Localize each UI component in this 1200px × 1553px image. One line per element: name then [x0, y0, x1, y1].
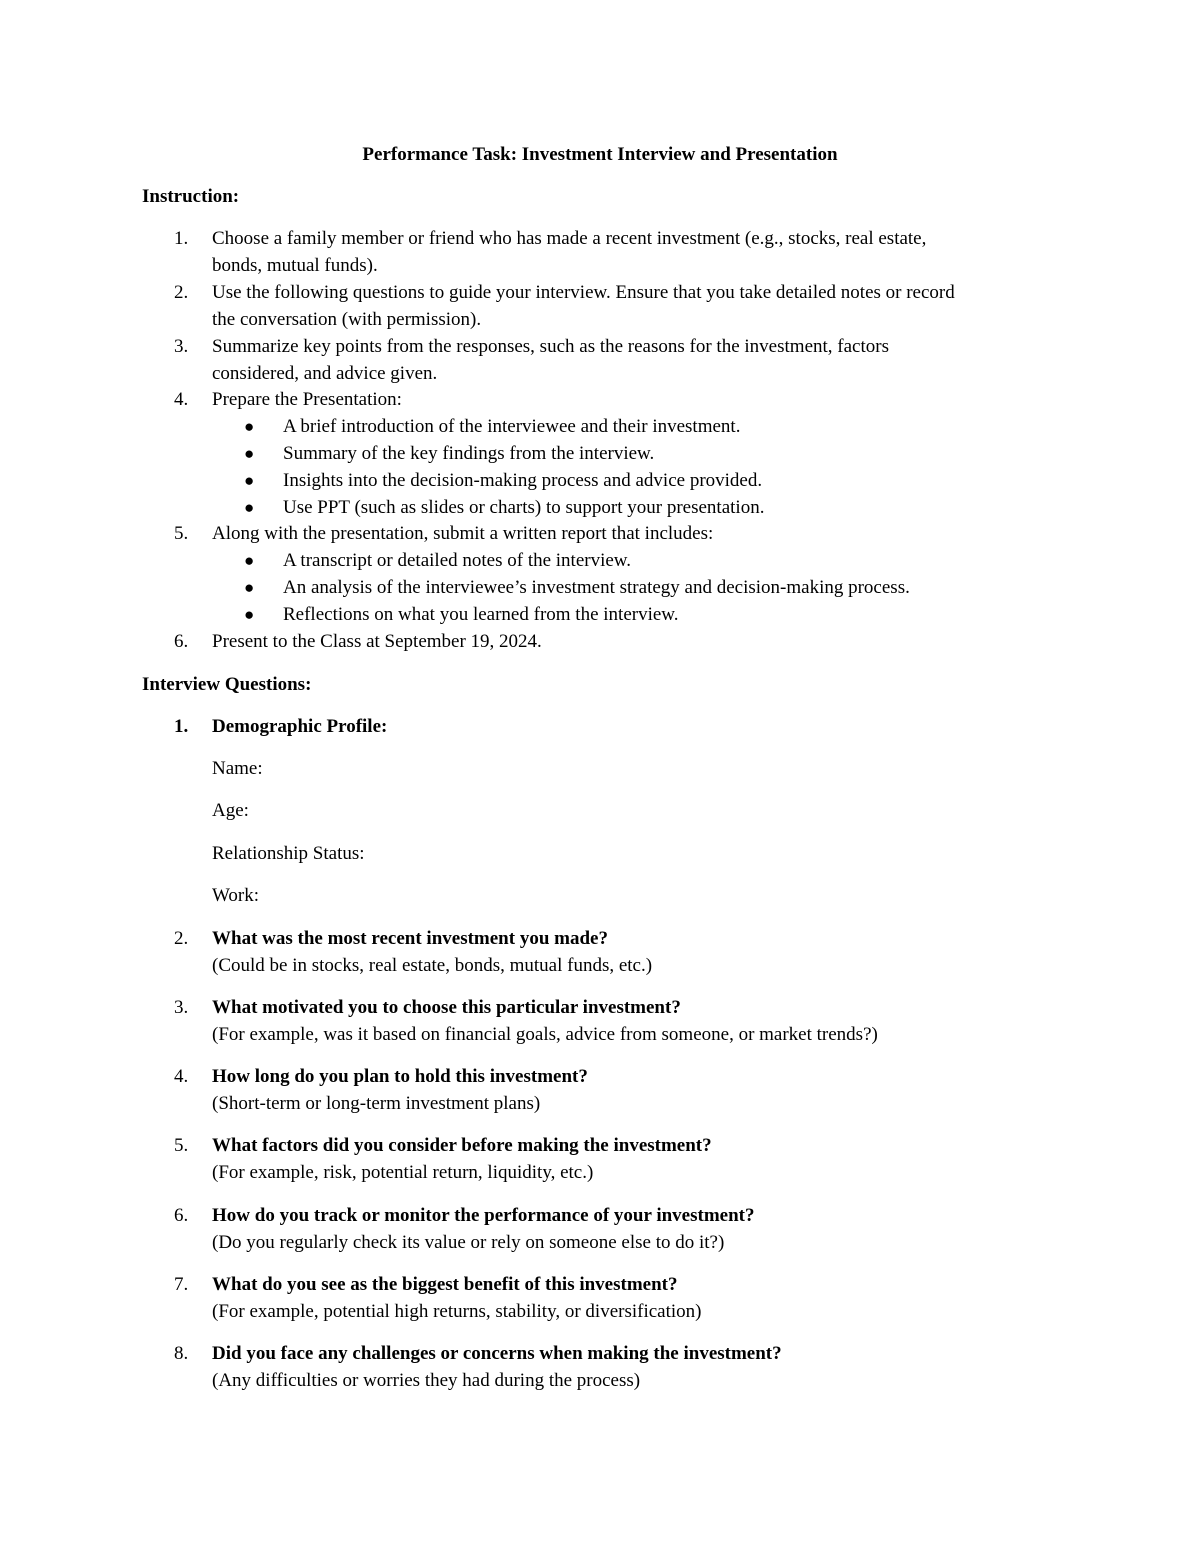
item-line: Present to the Class at September 19, 2024.	[212, 631, 542, 652]
item-line: Prepare the Presentation:	[212, 389, 402, 410]
bullet-icon: ●	[244, 417, 255, 436]
question-text: What was the most recent investment you made?	[212, 928, 608, 949]
question-text: Did you face any challenges or concerns when making the investment?	[212, 1343, 782, 1364]
question-note: (For example, was it based on financial goals, advice from someone, or market trends?)	[212, 1024, 878, 1045]
question-number: 5.	[174, 1135, 189, 1156]
question-number: 3.	[174, 997, 189, 1018]
bullet-icon: ●	[244, 498, 255, 517]
bullet-icon: ●	[244, 578, 255, 597]
question-block	[212, 994, 1072, 1048]
item-text	[212, 520, 1072, 547]
interview-questions-heading: Interview Questions:	[142, 674, 312, 695]
question-text: What do you see as the biggest benefit of this investment?	[212, 1274, 678, 1295]
question-block	[212, 925, 1072, 979]
relationship-status-field-label: Relationship Status:	[212, 843, 365, 864]
age-field-label: Age:	[212, 800, 249, 821]
bullet-text: Reflections on what you learned from the interview.	[283, 604, 679, 625]
item-line: considered, and advice given.	[212, 363, 438, 384]
item-line: Summarize key points from the responses, such as the reasons for the investment, factors	[212, 336, 889, 357]
item-text	[212, 386, 1072, 413]
item-line: the conversation (with permission).	[212, 309, 482, 330]
item-text	[212, 279, 1072, 333]
item-number: 5.	[174, 523, 189, 544]
question-text: What motivated you to choose this particular investment?	[212, 997, 681, 1018]
item-number: 4.	[174, 389, 189, 410]
bullet-text: A transcript or detailed notes of the interview.	[283, 550, 632, 571]
bullet-icon: ●	[244, 471, 255, 490]
bullet-text: An analysis of the interviewee’s investment strategy and decision-making process.	[283, 577, 910, 598]
item-number: 2.	[174, 282, 189, 303]
bullet-text: Insights into the decision-making process and advice provided.	[283, 470, 763, 491]
question-number: 7.	[174, 1274, 189, 1295]
item-line: bonds, mutual funds).	[212, 255, 378, 276]
question-block	[212, 1063, 1072, 1117]
question-block	[212, 1132, 1072, 1186]
name-field-label: Name:	[212, 758, 263, 779]
work-field-label: Work:	[212, 885, 260, 906]
question-text: Demographic Profile:	[212, 716, 388, 737]
item-number: 6.	[174, 631, 189, 652]
question-text: How long do you plan to hold this investment?	[212, 1066, 588, 1087]
question-number: 1.	[174, 716, 189, 737]
question-note: (Do you regularly check its value or rely on someone else to do it?)	[212, 1232, 725, 1253]
question-text: What factors did you consider before making the investment?	[212, 1135, 712, 1156]
question-block	[212, 1271, 1072, 1325]
item-number: 1.	[174, 228, 189, 249]
bullet-icon: ●	[244, 444, 255, 463]
bullet-icon: ●	[244, 605, 255, 624]
item-text	[212, 225, 1072, 279]
bullet-text: Use PPT (such as slides or charts) to support your presentation.	[283, 497, 765, 518]
question-note: (Could be in stocks, real estate, bonds, mutual funds, etc.)	[212, 955, 653, 976]
question-block	[212, 1202, 1072, 1256]
question-number: 2.	[174, 928, 189, 949]
question-number: 4.	[174, 1066, 189, 1087]
instruction-heading: Instruction:	[142, 186, 240, 207]
question-note: (For example, risk, potential return, liquidity, etc.)	[212, 1162, 594, 1183]
bullet-text: A brief introduction of the interviewee and their investment.	[283, 416, 741, 437]
question-number: 8.	[174, 1343, 189, 1364]
item-text	[212, 333, 1072, 387]
question-number: 6.	[174, 1205, 189, 1226]
question-note: (Short-term or long-term investment plans)	[212, 1093, 541, 1114]
question-block	[212, 1340, 1072, 1394]
item-line: Choose a family member or friend who has made a recent investment (e.g., stocks, real estate,	[212, 228, 927, 249]
item-text	[212, 628, 1072, 655]
question-note: (Any difficulties or worries they had during the process)	[212, 1370, 641, 1391]
item-line: Use the following questions to guide your interview. Ensure that you take detailed notes or record	[212, 282, 955, 303]
bullet-text: Summary of the key findings from the interview.	[283, 443, 655, 464]
document-title: Performance Task: Investment Interview and Presentation	[362, 144, 838, 165]
item-line: Along with the presentation, submit a written report that includes:	[212, 523, 714, 544]
bullet-icon: ●	[244, 551, 255, 570]
question-text: How do you track or monitor the performance of your investment?	[212, 1205, 755, 1226]
question-note: (For example, potential high returns, stability, or diversification)	[212, 1301, 702, 1322]
item-number: 3.	[174, 336, 189, 357]
